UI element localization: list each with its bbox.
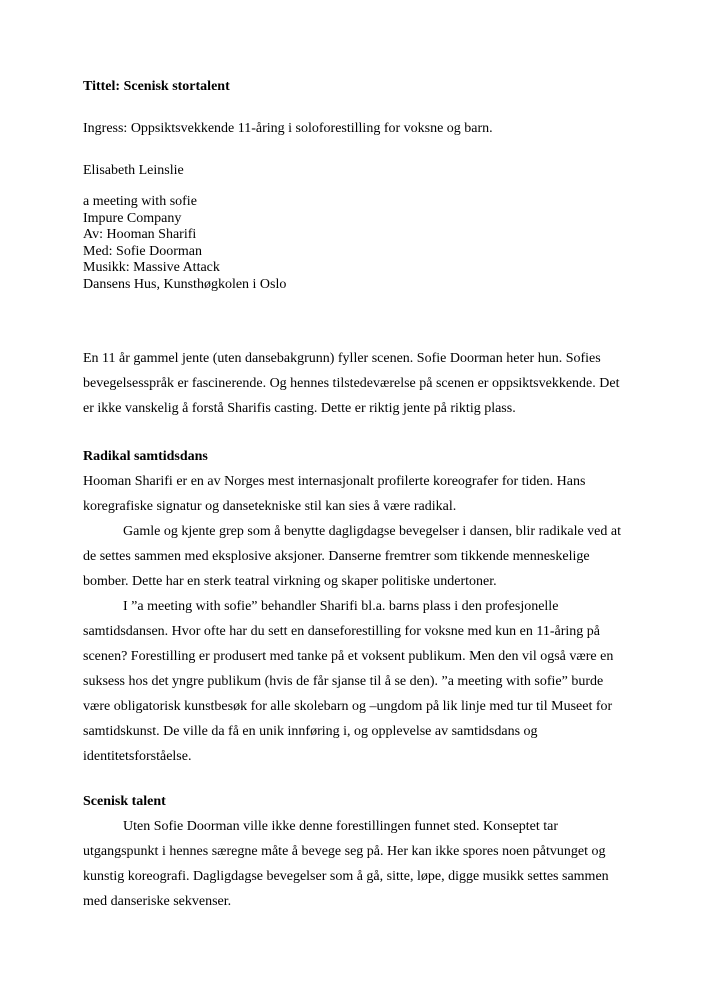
author-byline: Elisabeth Leinslie: [83, 163, 184, 178]
credits-block: [83, 194, 622, 293]
body-paragraph: Hooman Sharifi er en av Norges mest internasjonalt profilerte koreografer for tiden. Hans koregrafiske signatur og dansetekniske stil kan sies å være radikal.: [83, 474, 586, 514]
section-radikal-samtidsdans: [83, 444, 622, 769]
credit-line-music: Musikk: Massive Attack: [83, 260, 220, 275]
body-paragraph: Gamle og kjente grep som å benytte dagligdagse bevegelser i dansen, blir radikale ved at de settes sammen med eksplosive aksjoner. Danserne fremtrer som tikkende menneskelige bomber. Dette har en sterk teatral virkning og skaper politiske undertoner.: [83, 524, 621, 589]
body-paragraph: I ”a meeting with sofie” behandler Sharifi bl.a. barns plass i den profesjonelle samtidsdansen. Hvor ofte har du sett en danseforestilling for voksne med kun en 11-åring på scenen? Forestilling er produsert med tanke på et voksent publikum. Men den vil også være en suksess hos det yngre publikum (hvis de får sjanse til å se den). ”a meeting with sofie” burde være obligatorisk kunstbesøk for alle skolebarn og –ungdom på lik linje med tur til Museet for samtidskunst. De ville da få en unik innføring i, og opplevelse av samtidsdans og identitetsforståelse.: [83, 599, 614, 764]
section-heading-scenisk-talent: Scenisk talent: [83, 794, 166, 809]
doc-title: Tittel: Scenisk stortalent: [83, 79, 230, 94]
credit-line-production-title: a meeting with sofie: [83, 194, 197, 209]
section-heading-radikal-samtidsdans: Radikal samtidsdans: [83, 449, 208, 464]
credit-line-venue: Dansens Hus, Kunsthøgkolen i Oslo: [83, 276, 287, 292]
lead-paragraph: En 11 år gammel jente (uten dansebakgrunn) fyller scenen. Sofie Doorman heter hun. Sofies bevegelsesspråk er fascinerende. Og hennes tilstedeværelse på scenen er oppsiktsvekkende. Det er ikke vanskelig å forstå Sharifis casting. Dette er riktig jente på riktig plass.: [83, 351, 620, 416]
credit-line-company: Impure Company: [83, 210, 182, 226]
doc-ingress: Ingress: Oppsiktsvekkende 11-åring i soloforestilling for voksne og barn.: [83, 121, 493, 136]
credit-line-performer: Med: Sofie Doorman: [83, 243, 202, 259]
body-paragraph: Uten Sofie Doorman ville ikke denne forestillingen funnet sted. Konseptet tar utgangspunkt i hennes særegne måte å bevege seg på. Her kan ikke spores noen påtvunget og kunstig koreografi. Dagligdagse bevegelser som å gå, sitte, løpe, digge musikk settes sammen med danseriske sekvenser.: [83, 819, 609, 909]
section-scenisk-talent: [83, 789, 622, 914]
credit-line-choreographer: Av: Hooman Sharifi: [83, 227, 197, 242]
